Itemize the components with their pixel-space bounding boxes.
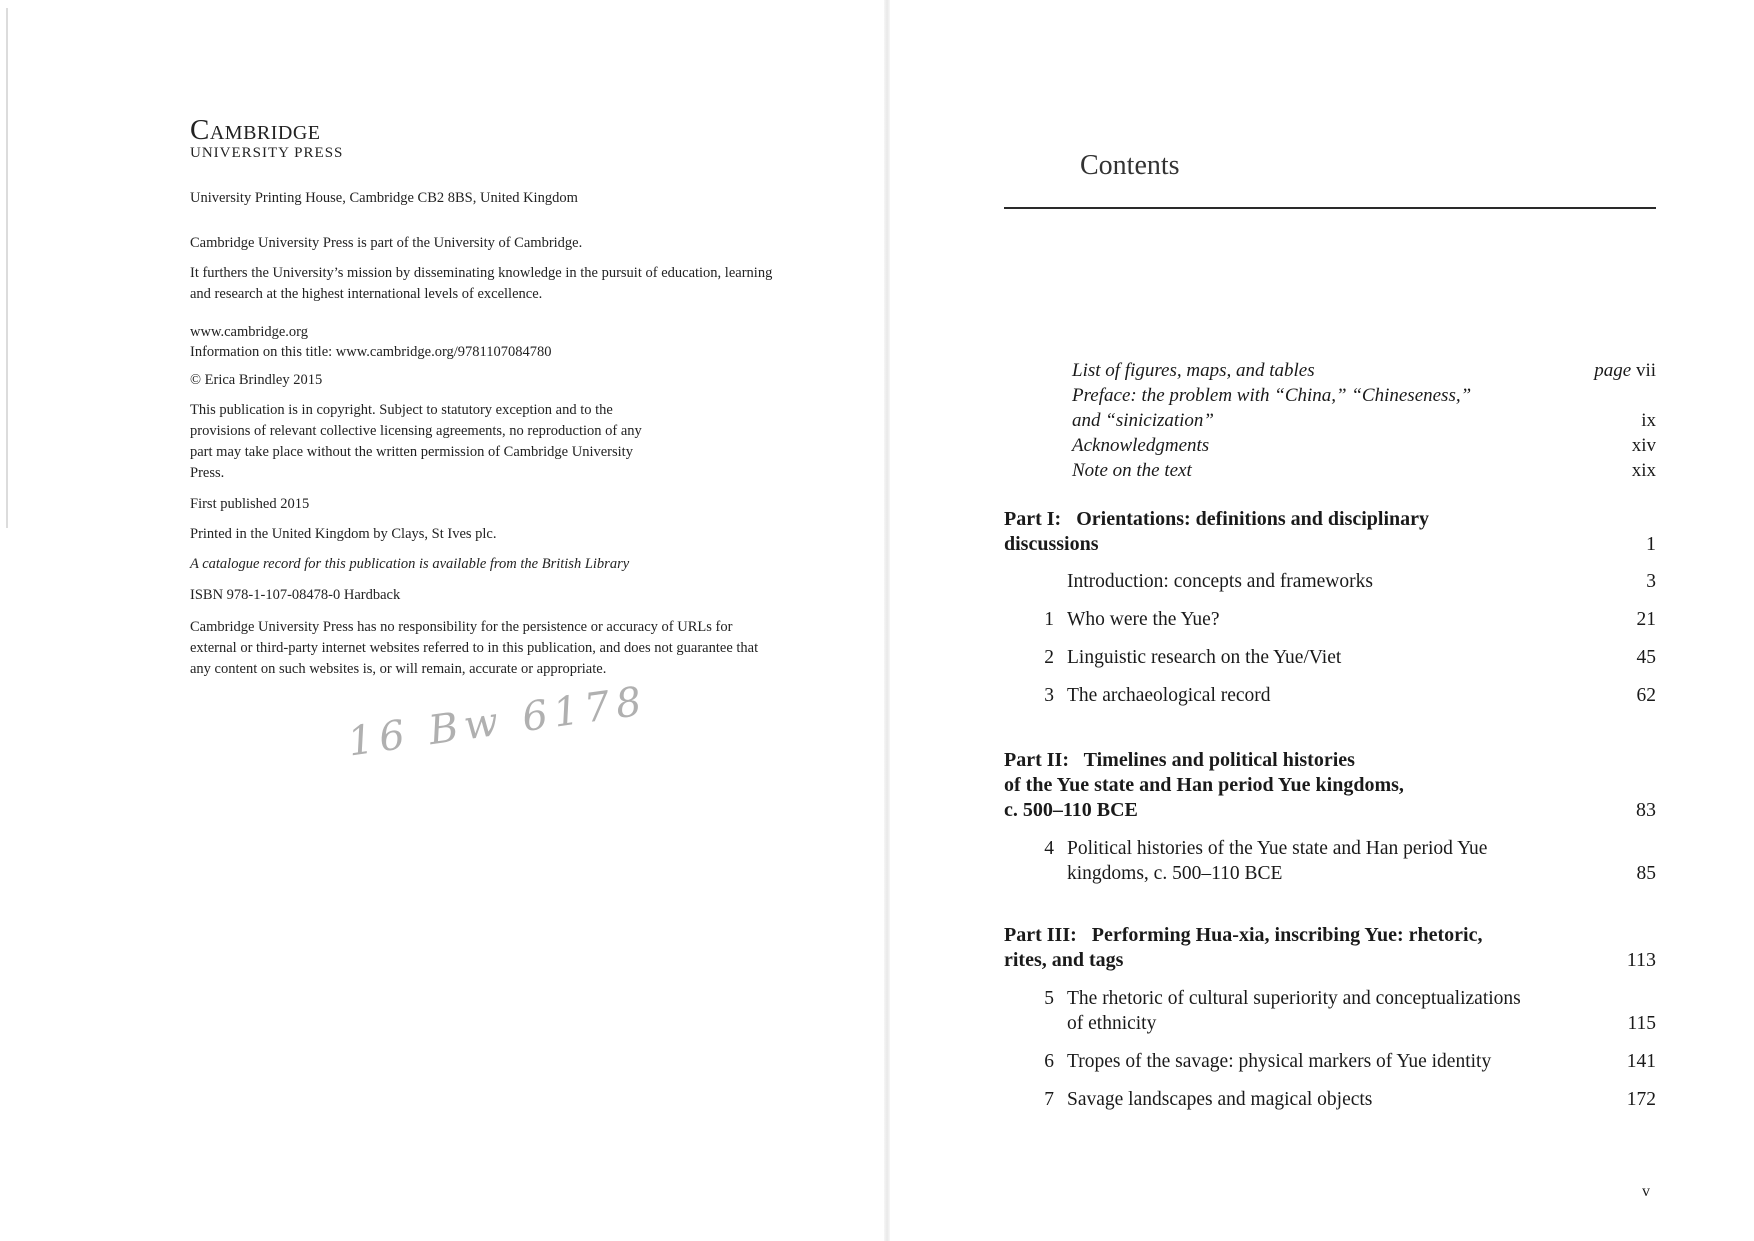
toc-entry-page: xiv bbox=[1631, 435, 1656, 456]
toc-entry-page: ix bbox=[1641, 410, 1656, 431]
chapter-title: The archaeological record bbox=[1067, 685, 1271, 706]
page-folio: v bbox=[1642, 1183, 1650, 1200]
chapter-title: The rhetoric of cultural superiority and conceptualizations of ethnicity bbox=[1067, 988, 1521, 1034]
toc-entry-preface[interactable] bbox=[1072, 383, 1656, 433]
toc-part-2[interactable] bbox=[1004, 748, 1656, 823]
handwritten-shelfmark: 16 Bw 6178 bbox=[345, 678, 651, 766]
imprint-website: www.cambridge.org bbox=[190, 324, 308, 340]
toc-entry-title-cont: and “sinicization” bbox=[1072, 410, 1214, 431]
chapter-page: 172 bbox=[1626, 1089, 1656, 1110]
part-title: Part I: Orientations: definitions and disciplinary bbox=[1004, 508, 1430, 530]
chapter-number: 2 bbox=[1044, 647, 1054, 668]
toc-entry-title: Note on the text bbox=[1072, 460, 1192, 481]
part-title-cont: c. 500–110 BCE bbox=[1004, 799, 1138, 821]
contents-page bbox=[890, 0, 1754, 1241]
chapter-number: 3 bbox=[1044, 685, 1054, 706]
chapter-page: 21 bbox=[1636, 609, 1656, 630]
toc-entry-title: Preface: the problem with “China,” “Chineseness,” bbox=[1072, 385, 1472, 406]
publisher-name: Cambridge bbox=[190, 114, 321, 146]
chapter-page: 3 bbox=[1646, 571, 1656, 592]
imprint-isbn: ISBN 978-1-107-08478-0 Hardback bbox=[190, 587, 401, 603]
chapter-title: Linguistic research on the Yue/Viet bbox=[1067, 647, 1342, 668]
part-title-cont: discussions bbox=[1004, 533, 1099, 555]
part-title-cont: of the Yue state and Han period Yue kingdoms, bbox=[1004, 774, 1404, 796]
chapter-number: 4 bbox=[1044, 838, 1054, 859]
chapter-page: 62 bbox=[1636, 685, 1656, 706]
chapter-title: Political histories of the Yue state and Han period Yue kingdoms, c. 500–110 BCE bbox=[1067, 838, 1488, 884]
chapter-page: 85 bbox=[1636, 863, 1656, 884]
part-page: 1 bbox=[1646, 533, 1656, 555]
chapter-number: 6 bbox=[1044, 1051, 1054, 1072]
part-page: 83 bbox=[1636, 799, 1656, 821]
toc-entry-title: List of figures, maps, and tables bbox=[1072, 360, 1315, 381]
part-page: 113 bbox=[1626, 949, 1656, 971]
imprint-address: University Printing House, Cambridge CB2 8BS, United Kingdom bbox=[190, 190, 578, 206]
imprint-mission: It furthers the University’s mission by disseminating knowledge in the pursuit of education, learning and research at the highest international levels of excellence. bbox=[190, 265, 773, 302]
imprint-catalogue: A catalogue record for this publication is available from the British Library bbox=[190, 556, 630, 572]
part-title: Part II: Timelines and political histories bbox=[1004, 749, 1355, 771]
part-title-cont: rites, and tags bbox=[1004, 949, 1124, 971]
imprint-copyright: © Erica Brindley 2015 bbox=[190, 372, 323, 388]
toc-entry-acknowledgments[interactable] bbox=[1072, 433, 1656, 458]
chapter-number: 7 bbox=[1044, 1089, 1054, 1110]
publisher-logo bbox=[190, 115, 343, 161]
chapter-title: Savage landscapes and magical objects bbox=[1067, 1089, 1373, 1110]
chapter-number: 5 bbox=[1044, 988, 1054, 1009]
chapter-title: Introduction: concepts and frameworks bbox=[1067, 571, 1373, 592]
imprint-part-of: Cambridge University Press is part of the University of Cambridge. bbox=[190, 235, 583, 251]
toc-part-1[interactable] bbox=[1004, 507, 1656, 557]
chapter-page: 115 bbox=[1627, 1013, 1656, 1034]
chapter-page: 45 bbox=[1636, 647, 1656, 668]
imprint-rights: This publication is in copyright. Subject to statutory exception and to the provisions of relevant collective licensing agreements, no reproduction of any part may take place without the written permission of Cambridge University Press. bbox=[190, 402, 642, 481]
imprint-printed: Printed in the United Kingdom by Clays, St Ives plc. bbox=[190, 526, 497, 542]
chapter-number: 1 bbox=[1044, 609, 1054, 630]
imprint-first-published: First published 2015 bbox=[190, 496, 310, 512]
contents-heading: Contents bbox=[1080, 150, 1180, 181]
heading-rule bbox=[1004, 207, 1656, 209]
toc-entry-title: Acknowledgments bbox=[1072, 435, 1210, 456]
chapter-title: Tropes of the savage: physical markers of Yue identity bbox=[1067, 1051, 1492, 1072]
toc-entry-figures[interactable] bbox=[1072, 358, 1656, 383]
chapter-page: 141 bbox=[1626, 1051, 1656, 1072]
toc-entry-page: page vii bbox=[1594, 360, 1656, 381]
toc-entry-page: xix bbox=[1631, 460, 1656, 481]
publisher-subtitle: UNIVERSITY PRESS bbox=[190, 145, 344, 161]
imprint-disclaimer: Cambridge University Press has no responsibility for the persistence or accuracy of URLs for external or third-party internet websites referred to in this publication, and does not guarantee that any content on such websites is, or will remain, accurate or appropriate. bbox=[190, 619, 759, 677]
toc-part-3[interactable] bbox=[1004, 923, 1656, 973]
chapter-title: Who were the Yue? bbox=[1067, 609, 1220, 630]
toc-entry-note[interactable] bbox=[1072, 458, 1656, 483]
imprint-title-info: Information on this title: www.cambridge.org/9781107084780 bbox=[190, 344, 552, 360]
part-title: Part III: Performing Hua-xia, inscribing Yue: rhetoric, bbox=[1004, 924, 1483, 946]
